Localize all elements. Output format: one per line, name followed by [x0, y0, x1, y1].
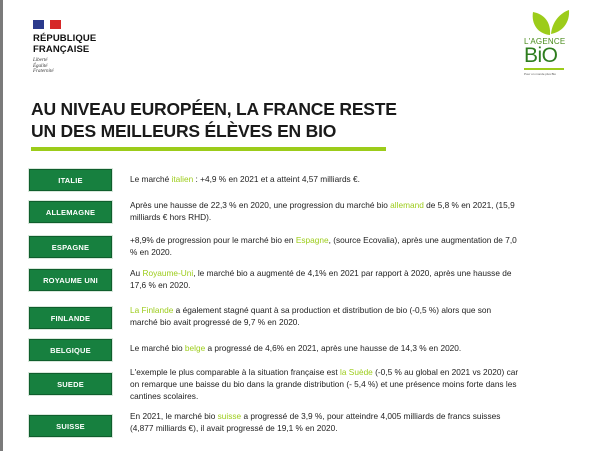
- country-highlight: La Finlande: [130, 305, 174, 315]
- country-highlight: allemand: [390, 200, 424, 210]
- republique-name: [33, 34, 96, 55]
- country-description: [130, 342, 520, 354]
- description-text-before: Au: [130, 268, 143, 278]
- country-highlight: Royaume-Uni: [142, 268, 194, 278]
- country-badge: ITALIE: [29, 169, 112, 191]
- description-text-after: (-0,5 % au global en 2021 vs 2020) car on remarque une baisse du bio dans la grande distribution (- 5,4 %) et une présence moins forte dans les cantines scolaires.: [130, 367, 519, 401]
- agence-bio-logo: [524, 8, 574, 76]
- country-description: [130, 410, 520, 434]
- description-text-after: : +4,9 % en 2021 et a atteint 4,57 milliards €.: [193, 174, 360, 184]
- country-badge: ROYAUME UNI: [29, 269, 112, 291]
- country-highlight: Espagne: [295, 235, 329, 245]
- title-line1: AU NIVEAU EUROPÉEN, LA FRANCE RESTE: [31, 99, 397, 119]
- title-line2: UN DES MEILLEURS ÉLÈVES EN BIO: [31, 121, 337, 141]
- country-highlight: italien: [171, 174, 194, 184]
- motto-fraternite: Fraternité: [33, 69, 54, 74]
- description-text-before: Le marché bio: [130, 343, 185, 353]
- motto-liberte: Liberté: [33, 58, 48, 63]
- country-badge: ESPAGNE: [29, 236, 112, 258]
- description-text-after: a progressé de 3,9 %, pour atteindre 4,005 milliards de francs suisses (4,877 milliards €), il avait progressé de 19,1 % en 2020.: [130, 411, 501, 433]
- description-text-after: , (source Ecovalia), après une augmentation de 7,0 % en 2020.: [130, 235, 517, 257]
- slide-left-border: [0, 0, 3, 451]
- republique-francaise-logo: [33, 20, 96, 75]
- country-badge: BELGIQUE: [29, 339, 112, 361]
- country-description: [130, 304, 520, 328]
- country-badge: FINLANDE: [29, 307, 112, 329]
- description-text-before: Après une hausse de 22,3 % en 2020, une progression du marché bio: [130, 200, 391, 210]
- description-text-before: +8,9% de progression pour le marché bio en: [130, 235, 296, 245]
- marianne-flag-icon: [33, 20, 61, 29]
- leaves-icon: [530, 8, 570, 36]
- description-text-before: En 2021, le marché bio: [130, 411, 218, 421]
- country-highlight: la Suède: [340, 367, 373, 377]
- country-description: [130, 199, 520, 223]
- country-highlight: suisse: [217, 411, 242, 421]
- agence-bio-wordmark: BiO: [524, 44, 558, 67]
- description-text-after: , le marché bio a augmenté de 4,1% en 2021 par rapport à 2020, après une hausse de 17,6 % en 2020.: [130, 268, 512, 290]
- country-description: [130, 366, 520, 402]
- agence-bio-bar: [524, 68, 564, 70]
- title-underline: [31, 147, 386, 151]
- republique-line1: RÉPUBLIQUE: [33, 33, 97, 44]
- country-highlight: belge: [184, 343, 206, 353]
- description-text-after: a progressé de 4,6% en 2021, après une hausse de 14,3 % en 2020.: [205, 343, 462, 353]
- country-badge: SUEDE: [29, 373, 112, 395]
- country-description: [130, 234, 520, 258]
- motto-egalite: Égalité: [33, 63, 48, 69]
- country-description: [130, 267, 520, 291]
- description-text-before: Le marché: [130, 174, 172, 184]
- description-text-after: a également stagné quant à sa production et distribution de bio (-0,5 %) alors que son marché bio avait progressé de 9,7 % en 2020.: [130, 305, 492, 327]
- page-title: [31, 98, 571, 142]
- republique-line2: FRANÇAISE: [33, 43, 90, 55]
- agence-tagline: Pour un monde plus Bio: [524, 72, 557, 76]
- country-badge: ALLEMAGNE: [29, 201, 112, 223]
- country-badge: SUISSE: [29, 415, 112, 437]
- country-description: [130, 173, 520, 185]
- agence-name: L'AGENCE: [524, 37, 566, 46]
- description-text-before: L'exemple le plus comparable à la situation française est: [130, 367, 341, 377]
- description-text-after: de 5,8 % en 2021, (15,9 milliards € hors RHD).: [130, 200, 515, 222]
- republique-motto: [33, 58, 96, 75]
